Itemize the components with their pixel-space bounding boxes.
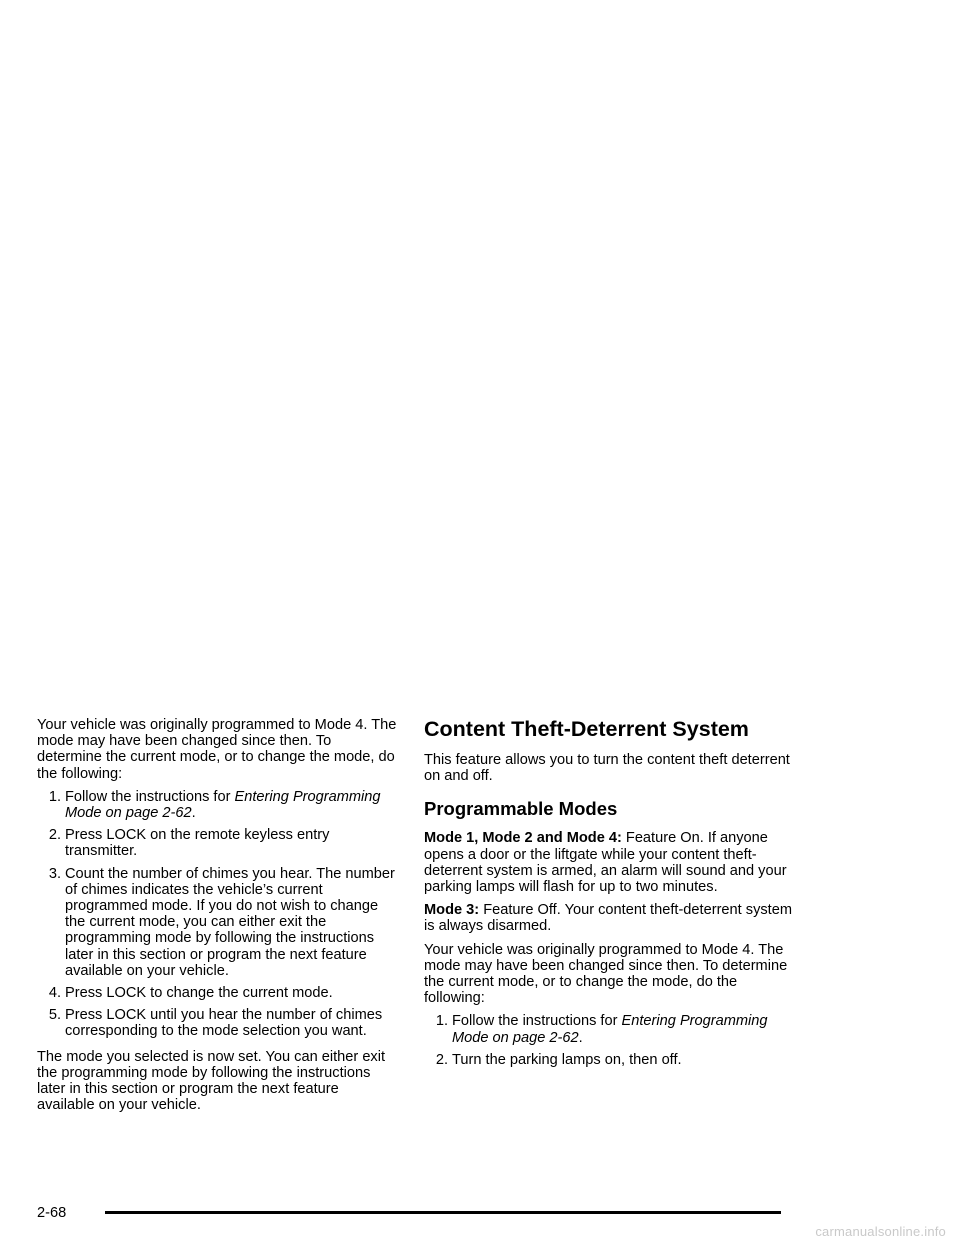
section-intro: This feature allows you to turn the content theft deterrent on and off. [424,752,790,785]
left-steps [37,789,397,1040]
mode-3-label: Mode 3: [424,902,480,919]
list-item: 5. Press LOCK until you hear the number of chimes corresponding to the mode selection you want. [48,1007,383,1040]
list-item: 1. Follow the instructions for Entering Programming Mode on page 2-62. [48,788,381,822]
mode-3-description: Mode 3: Feature Off. Your content theft-deterrent system is always disarmed. [424,902,792,935]
list-item: 2. Turn the parking lamps on, then off. [435,1051,682,1068]
cross-reference-link[interactable]: Entering Programming Mode on page 2-62 [65,788,381,822]
left-outro: The mode you selected is now set. You can either exit the programming mode by following the instructions later in this section or program the next feature available on your vehicle. [37,1048,386,1114]
right-column [424,717,794,1077]
footer-rule [105,1211,781,1214]
list-item: 4. Press LOCK to change the current mode. [48,985,333,1002]
subsection-heading: Programmable Modes [424,798,618,820]
mode-124-label: Mode 1, Mode 2 and Mode 4: [424,830,622,847]
list-item: 1. Follow the instructions for Entering Programming Mode on page 2-62. [435,1013,768,1046]
right-steps [424,1013,794,1068]
right-paragraph: Your vehicle was originally programmed to Mode 4. The mode may have been changed since then. To determine the current mode, or to change the mode, do the following: [424,941,788,1007]
cross-reference-link[interactable]: Entering Programming Mode on page 2-62 [452,1013,768,1046]
list-item: 2. Press LOCK on the remote keyless entry transmitter. [48,827,330,860]
left-intro: Your vehicle was originally programmed to Mode 4. The mode may have been changed since then. To determine the current mode, or to change the mode, do the following: [37,717,397,782]
page-number: 2-68 [37,1205,67,1221]
mode-124-description: Mode 1, Mode 2 and Mode 4: Feature On. If anyone opens a door or the liftgate while your content theft-deterrent system is armed, an alarm will sound and your parking lamps will flash for up to two minutes. [424,830,787,896]
list-item: 3. Count the number of chimes you hear. The number of chimes indicates the vehicle’s current programmed mode. If you do not wish to change the current mode, you can either exit the programming mode by following the instructions later in this section or program the next feature available on your vehicle. [48,865,395,979]
watermark: carmanualsonline.info [815,1224,946,1239]
section-heading: Content Theft-Deterrent System [424,717,749,741]
left-column [37,717,397,1120]
